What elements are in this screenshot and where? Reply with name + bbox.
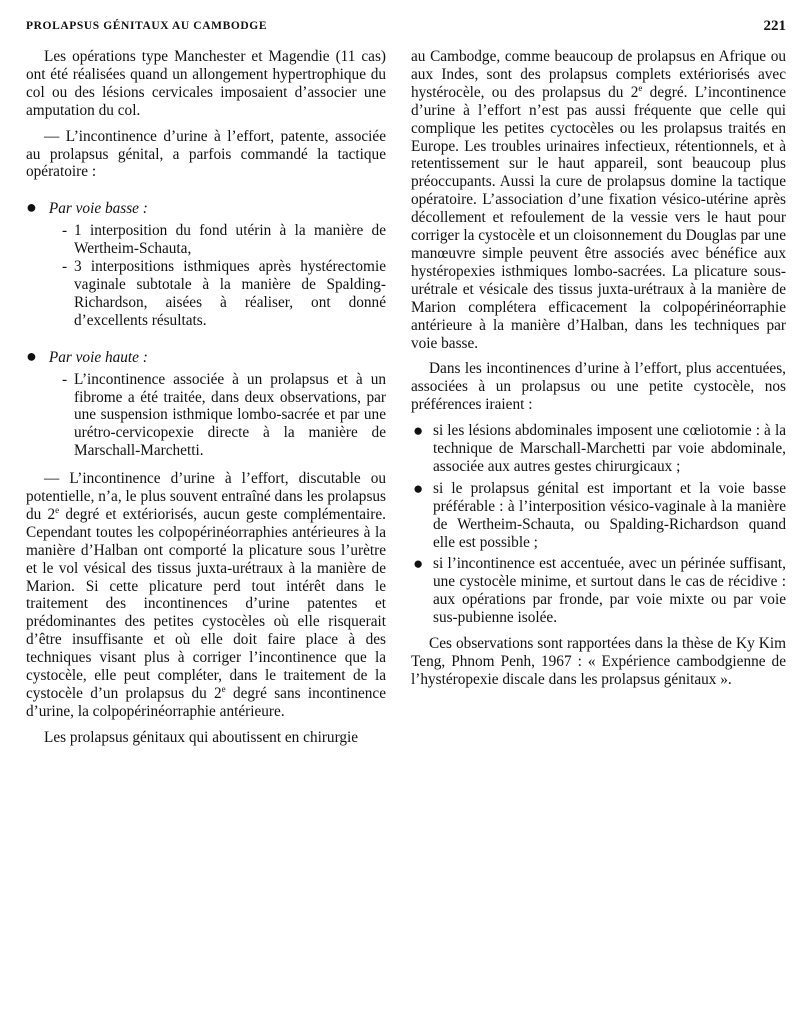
paragraph: Dans les incontinences d’urine à l’effort, plus accentuées, associées à un prolapsus ou une petite cystocèle, nos préférences iraient : [411, 360, 786, 414]
left-column [26, 48, 386, 755]
voie-haute-heading [26, 345, 386, 367]
item-text: si le prolapsus génital est important et la voie basse préférable : à l’interposition vésico-vaginale à la manière de Wertheim-Schauta, ou Spalding-Richardson quand elle est possible ; [433, 479, 786, 551]
list-item [411, 480, 786, 552]
bullet-icon: ● [413, 421, 424, 441]
list-item: - 3 interpositions isthmiques après hystérectomie vaginale subtotale à la manière de Spalding-Richardson, aisées à réaliser, ont donné d’excellents résultats. [62, 258, 386, 330]
bullet-icon: ● [26, 197, 37, 218]
superscript: e [55, 504, 60, 515]
superscript: e [221, 683, 226, 694]
text-run: au Cambodge, comme beaucoup de prolapsus en Afrique ou aux Indes, sont des prolapsus complets extériorisés avec hystérocèle, ou des prolapsus du 2 [411, 48, 786, 101]
text-run: degré et extériorisés, aucun geste complémentaire. Cependant toutes les colpopérinéorraphies antérieures à la manière d’Halban ont comporté la plicature sous l’urètre et le vol vésical des tissus juxta-urétraux à la manière de Marion. Si cette plicature perd tout intérêt dans le traitement des incontinences d’urine patentes et prédominantes des petites cystocèles où elle risquerait d’être insuffisante et où elle doit faire place à des techniques visant plus à corriger l’incontinence que la cystocèle, elle peut compléter, dans le traitement de la cystocèle d’un prolapsus du 2 [26, 505, 386, 702]
list-item [411, 422, 786, 476]
heading-text: Par voie basse : [48, 200, 148, 218]
bullet-icon: ● [413, 554, 424, 574]
voie-basse-heading [26, 199, 386, 218]
preferences-list [411, 422, 786, 627]
bullet-icon: ● [26, 345, 37, 366]
list-item: - 1 interposition du fond utérin à la manière de Wertheim-Schauta, [62, 222, 386, 258]
item-text: si les lésions abdominales imposent une cœliotomie : à la technique de Marschall-Marchetti par voie abdominale, associée aux autres gestes chirurgicaux ; [433, 422, 786, 475]
superscript: e [638, 82, 643, 93]
voie-haute-list [62, 371, 386, 461]
text-run: degré sans incontinence d’urine, la colpopérinéorraphie antérieure. [26, 685, 386, 720]
item-text: si l’incontinence est accentuée, avec un périnée suffisant, une cystocèle minime, et surtout dans le cas de récidive : aux opérations par fronde, par voie mixte ou par voie sus-pubienne isolée. [433, 555, 786, 627]
list-item: - L’incontinence associée à un prolapsus et à un fibrome a été traitée, dans deux observations, par une suspension isthmique lombo-sacrée et par une urétro-cervicopexie directe à la manière de Marschall-Marchetti. [62, 371, 386, 461]
paragraph [26, 470, 386, 721]
paragraph: Les prolapsus génitaux qui aboutissent en chirurgie [44, 728, 359, 746]
voie-basse-list [62, 222, 386, 329]
paragraph: — L’incontinence d’urine à l’effort, patente, associée au prolapsus génital, a parfois commandé la tactique opératoire : [26, 127, 386, 181]
heading-text: Par voie haute : [48, 348, 148, 366]
paragraph [411, 48, 786, 352]
running-title: PROLAPSUS GÉNITAUX AU CAMBODGE [26, 20, 268, 32]
page-number: 221 [763, 18, 786, 34]
paragraph: Ces observations sont rapportées dans la thèse de Ky Kim Teng, Phnom Penh, 1967 : « Expérience cambodgienne de l’hystéropexie discale dans les prolapsus génitaux ». [411, 635, 786, 688]
text-run: — L’incontinence d’urine à l’effort, discutable ou potentielle, n’a, le plus souvent entraîné dans les prolapsus du 2 [26, 470, 386, 523]
paragraph: Les opérations type Manchester et Magendie (11 cas) ont été réalisées quand un allongement hypertrophique du col ou des lésions cervicales imposaient d’associer une amputation du col. [26, 48, 386, 119]
bullet-icon: ● [413, 478, 424, 498]
list-item [411, 555, 786, 627]
right-column [411, 48, 786, 697]
text-run: degré. L’incontinence d’urine à l’effort n’est pas aussi fréquente que celle qui complique les petites cyctocèles ou les prolapsus traités en Europe. Les troubles urinaires infectieux, rétentionnels, et à retentissement sur le haut appareil, sont beaucoup plus préoccupants. Aussi la cure de prolapsus domine la tactique opératoire. L’association d’une fixation vésico-utérine après décollement et refoulement de la vessie vers le haut pour corriger la cystocèle et un cloisonnement du Douglas par une manœuvre simple peuvent être associés avec bénéfice aux hystéropexies isthmiques lombo-sacrées. La plicature sous-urétrale et vésicale des tissus juxta-urétraux à la manière de Marion complétera efficacement la colpopérinéorraphie antérieure à la manière d’Halban, dans les techniques par voie basse. [411, 83, 786, 352]
